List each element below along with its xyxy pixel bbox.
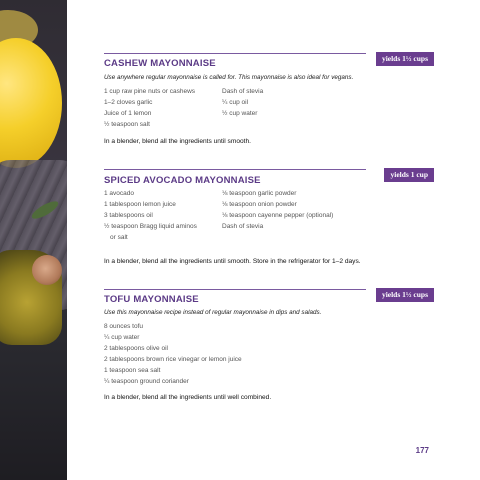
ingredient: ¼ cup oil <box>222 99 249 106</box>
ingredient: ½ cup water <box>222 110 258 117</box>
ingredients-col-2 <box>222 86 263 119</box>
yields-badge: yields 1 cup <box>384 168 434 182</box>
ingredient: ⅛ teaspoon onion powder <box>222 201 297 208</box>
recipe-title: SPICED AVOCADO MAYONNAISE <box>104 175 261 186</box>
ingredient: 1–2 cloves garlic <box>104 99 153 106</box>
recipe-instructions: In a blender, blend all the ingredients until smooth. <box>104 138 251 145</box>
ingredient: 2 tablespoons olive oil <box>104 345 168 352</box>
ingredients-col-1 <box>104 321 242 387</box>
lemon-shape <box>0 38 62 168</box>
section-rule <box>104 53 366 54</box>
page-number: 177 <box>415 446 429 455</box>
ingredient: Juice of 1 lemon <box>104 110 152 117</box>
ingredients-col-1 <box>104 188 197 243</box>
recipe-title: TOFU MAYONNAISE <box>104 294 199 305</box>
recipe-subtitle: Use this mayonnaise recipe instead of regular mayonnaise in dips and salads. <box>104 309 322 316</box>
ingredient: ¼ cup water <box>104 334 140 341</box>
section-rule <box>104 169 366 170</box>
ingredient: Dash of stevia <box>222 88 264 95</box>
ingredient: 3 tablespoons oil <box>104 212 153 219</box>
ingredient: or salt <box>110 234 128 241</box>
ingredient: 2 tablespoons brown rice vinegar or lemon juice <box>104 356 242 363</box>
section-rule <box>104 289 366 290</box>
ingredient: 1 tablespoon lemon juice <box>104 201 176 208</box>
recipe-title: CASHEW MAYONNAISE <box>104 58 216 69</box>
ingredient: 1 avocado <box>104 190 134 197</box>
recipe-instructions: In a blender, blend all the ingredients until smooth. Store in the refrigerator for 1–2 days. <box>104 258 361 265</box>
cork-shape <box>32 255 62 285</box>
ingredient: ½ teaspoon salt <box>104 121 150 128</box>
ingredient: Dash of stevia <box>222 223 264 230</box>
ingredient: ½ teaspoon Bragg liquid aminos <box>104 223 197 230</box>
ingredient: 1 teaspoon sea salt <box>104 367 161 374</box>
ingredients-col-2 <box>222 188 333 232</box>
recipe-instructions: In a blender, blend all the ingredients until well combined. <box>104 394 272 401</box>
ingredient: ⅛ teaspoon garlic powder <box>222 190 297 197</box>
yields-badge: yields 1½ cups <box>376 52 434 66</box>
ingredient: ⅛ teaspoon cayenne pepper (optional) <box>222 212 334 219</box>
ingredients-col-1 <box>104 86 195 130</box>
recipe-subtitle: Use anywhere regular mayonnaise is called for. This mayonnaise is also ideal for vegans. <box>104 74 354 81</box>
food-photo <box>0 0 67 480</box>
yields-badge: yields 1½ cups <box>376 288 434 302</box>
ingredient: ¼ teaspoon ground coriander <box>104 378 189 385</box>
ingredient: 1 cup raw pine nuts or cashews <box>104 88 196 95</box>
ingredient: 8 ounces tofu <box>104 323 144 330</box>
